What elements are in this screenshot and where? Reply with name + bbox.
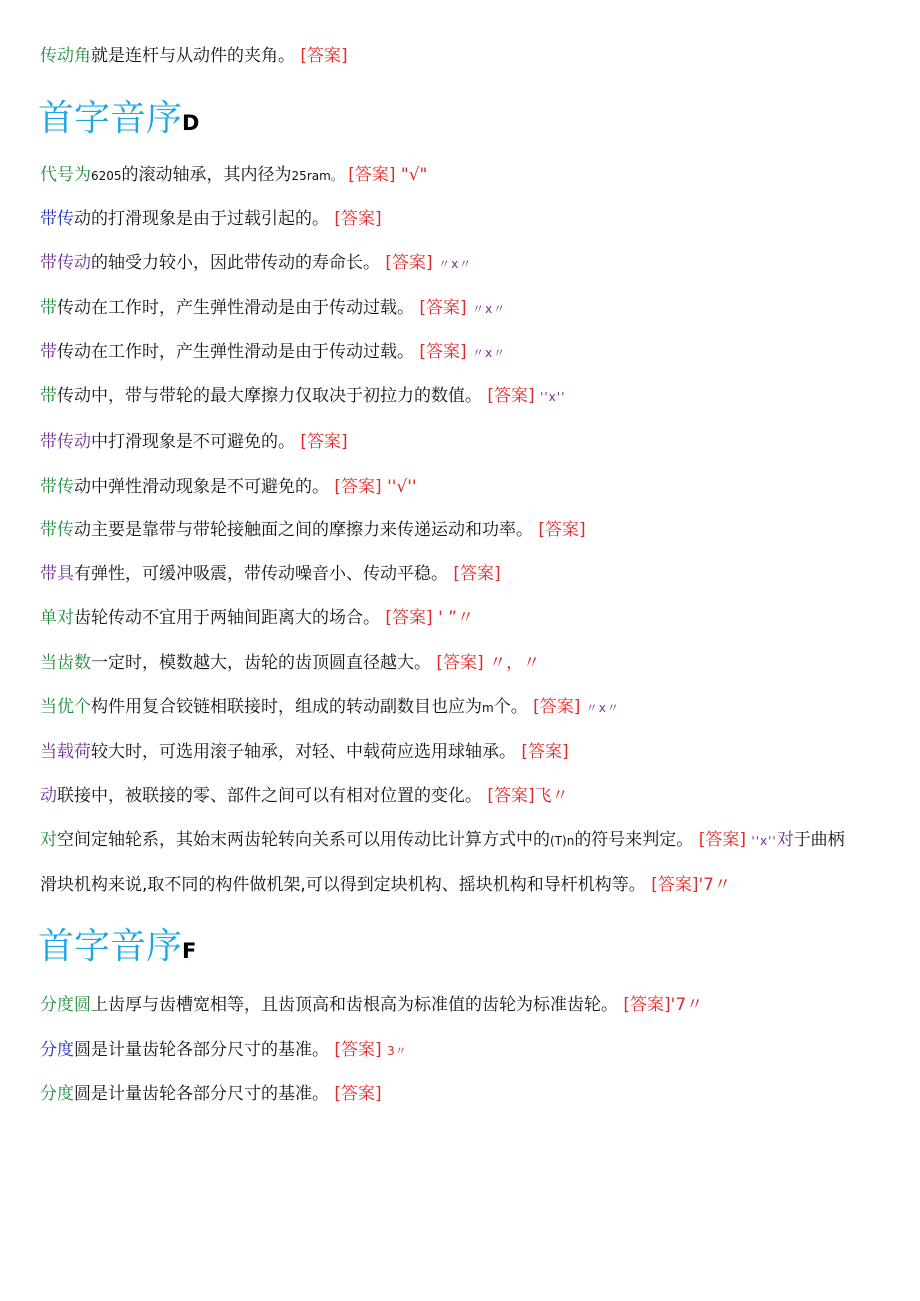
answer-mark: ''x'' bbox=[540, 390, 566, 404]
line-lead: 分度 bbox=[40, 1040, 74, 1060]
line-lead: 对 bbox=[776, 830, 794, 850]
answer-label: [答案] bbox=[698, 830, 746, 850]
line-text: 圆是计量齿轮各部分尺寸的基准。 bbox=[74, 1040, 329, 1060]
line-text: 传动在工作时，产生弹性滑动是由于传动过载。 bbox=[57, 298, 414, 318]
line-text: 传动在工作时，产生弹性滑动是由于传动过载。 bbox=[57, 342, 414, 362]
line-text: (T)n bbox=[550, 834, 575, 848]
answer-label: [答案] bbox=[533, 697, 581, 717]
line-text: 一定时，模数越大，齿轮的齿顶圆直径越大。 bbox=[91, 653, 431, 673]
line-text: 个。 bbox=[493, 697, 528, 717]
answer-label: [答案] bbox=[334, 209, 382, 229]
answer-mark: ''x'' bbox=[751, 834, 777, 848]
answer-mark: 飞〃 bbox=[534, 786, 569, 806]
answer-label: [答案] bbox=[453, 564, 501, 584]
line-lead: 动 bbox=[40, 786, 57, 806]
line-text: 联接中，被联接的零、部件之间可以有相对位置的变化。 bbox=[57, 786, 482, 806]
line-text: 6205 bbox=[91, 169, 122, 183]
line-lead: 带具 bbox=[40, 564, 74, 584]
answer-label: [答案] bbox=[385, 253, 433, 273]
question-line bbox=[40, 563, 501, 585]
question-line bbox=[40, 741, 569, 763]
question-line bbox=[40, 297, 506, 320]
question-line bbox=[40, 785, 569, 807]
heading-title: 首字音序 bbox=[38, 98, 183, 139]
line-text: 动中弹性滑动现象是不可避免的。 bbox=[74, 477, 329, 497]
line-lead: 带 bbox=[40, 298, 57, 318]
line-text: 的符号来判定。 bbox=[574, 830, 694, 850]
answer-mark: 〃，〃 bbox=[489, 653, 541, 673]
question-line bbox=[40, 519, 586, 541]
line-lead: 代号为 bbox=[40, 165, 91, 185]
section-heading bbox=[38, 924, 196, 976]
line-lead: 带 bbox=[40, 386, 57, 406]
question-line bbox=[40, 341, 506, 364]
question-line bbox=[40, 252, 472, 275]
line-text: 滑块机构来说,取不同的构件做机架,可以得到定块机构、摇块机构和导杆机构等。 bbox=[40, 875, 646, 895]
answer-label: [答案] bbox=[348, 165, 396, 185]
answer-label: [答案] bbox=[538, 520, 586, 540]
answer-label: [答案] bbox=[623, 995, 671, 1015]
question-line bbox=[40, 1083, 382, 1105]
line-text: 中打滑现象是不可避免的。 bbox=[91, 432, 295, 452]
question-line bbox=[40, 45, 348, 67]
line-text: 动主要是靠带与带轮接触面之间的摩擦力来传递运动和功率。 bbox=[74, 520, 533, 540]
answer-label: [答案] bbox=[436, 653, 484, 673]
line-text: 就是连杆与从动件的夹角。 bbox=[91, 46, 295, 66]
line-text: 圆是计量齿轮各部分尺寸的基准。 bbox=[74, 1084, 329, 1104]
line-text: 的滚动轴承，其内径为 bbox=[121, 165, 292, 185]
line-text: 齿轮传动不宜用于两轴间距离大的场合。 bbox=[74, 608, 380, 628]
line-lead: 对 bbox=[40, 830, 57, 850]
heading-title: 首字音序 bbox=[38, 926, 183, 967]
question-line bbox=[40, 652, 540, 674]
answer-label: [答案] bbox=[487, 386, 535, 406]
answer-label: [答案] bbox=[419, 298, 467, 318]
question-line bbox=[40, 385, 565, 408]
section-heading bbox=[38, 96, 199, 148]
line-text: 空间定轴轮系，其始末两齿轮转向关系可以用传动比计算方式中的 bbox=[57, 830, 550, 850]
line-lead: 带传动 bbox=[40, 432, 91, 452]
line-lead: 当载荷 bbox=[40, 742, 91, 762]
line-text: 较大时，可选用滚子轴承，对轻、中载荷应选用球轴承。 bbox=[91, 742, 516, 762]
line-text: m bbox=[482, 701, 494, 715]
answer-mark: 〃x〃 bbox=[472, 346, 507, 360]
line-text: 传动中，带与带轮的最大摩擦力仅取决于初拉力的数值。 bbox=[57, 386, 482, 406]
answer-mark: ''√'' bbox=[387, 477, 417, 497]
heading-letter: D bbox=[182, 111, 200, 135]
line-text: 25ram。 bbox=[291, 169, 343, 183]
line-lead: 当齿数 bbox=[40, 653, 91, 673]
answer-mark: "√" bbox=[400, 165, 428, 185]
answer-mark: 〃x〃 bbox=[438, 257, 473, 271]
answer-label: [答案] bbox=[300, 46, 348, 66]
question-line bbox=[40, 994, 703, 1016]
answer-label: [答案] bbox=[651, 875, 699, 895]
answer-mark: ' ”〃 bbox=[438, 608, 474, 628]
answer-label: [答案] bbox=[334, 1040, 382, 1060]
line-lead: 分度 bbox=[40, 1084, 74, 1104]
question-line bbox=[40, 829, 845, 852]
line-lead: 带传 bbox=[40, 477, 74, 497]
answer-mark: 3〃 bbox=[387, 1044, 407, 1058]
line-lead: 带 bbox=[40, 342, 57, 362]
line-lead: 带传动 bbox=[40, 253, 91, 273]
question-line bbox=[40, 1039, 407, 1062]
question-line bbox=[40, 431, 348, 453]
question-line bbox=[40, 874, 731, 896]
line-text: 有弹性，可缓冲吸震，带传动噪音小、传动平稳。 bbox=[74, 564, 448, 584]
line-lead: 当优个 bbox=[40, 697, 91, 717]
line-lead: 带传 bbox=[40, 520, 74, 540]
line-text: 于曲柄 bbox=[793, 830, 845, 850]
line-lead: 传动角 bbox=[40, 46, 91, 66]
answer-mark: '7〃 bbox=[698, 875, 731, 895]
heading-letter: F bbox=[182, 939, 197, 963]
answer-label: [答案] bbox=[385, 608, 433, 628]
answer-label: [答案] bbox=[419, 342, 467, 362]
line-lead: 单对 bbox=[40, 608, 74, 628]
question-line bbox=[40, 208, 382, 230]
answer-mark: '7〃 bbox=[670, 995, 704, 1015]
answer-label: [答案] bbox=[334, 477, 382, 497]
line-lead: 分度圆 bbox=[40, 995, 91, 1015]
line-text: 上齿厚与齿槽宽相等，且齿顶高和齿根高为标准值的齿轮为标准齿轮。 bbox=[91, 995, 618, 1015]
answer-label: [答案] bbox=[521, 742, 569, 762]
line-text: 构件用复合铰链相联接时，组成的转动副数目也应为 bbox=[91, 697, 482, 717]
question-line bbox=[40, 696, 620, 719]
question-line bbox=[40, 476, 417, 498]
answer-mark: 〃x〃 bbox=[472, 302, 507, 316]
answer-label: [答案] bbox=[300, 432, 348, 452]
answer-label: [答案] bbox=[487, 786, 535, 806]
answer-label: [答案] bbox=[334, 1084, 382, 1104]
line-text: 动的打滑现象是由于过载引起的。 bbox=[74, 209, 329, 229]
question-line bbox=[40, 164, 427, 187]
answer-mark: 〃x〃 bbox=[585, 701, 620, 715]
question-line bbox=[40, 607, 474, 629]
line-text: 的轴受力较小，因此带传动的寿命长。 bbox=[91, 253, 380, 273]
line-lead: 带传 bbox=[40, 209, 74, 229]
